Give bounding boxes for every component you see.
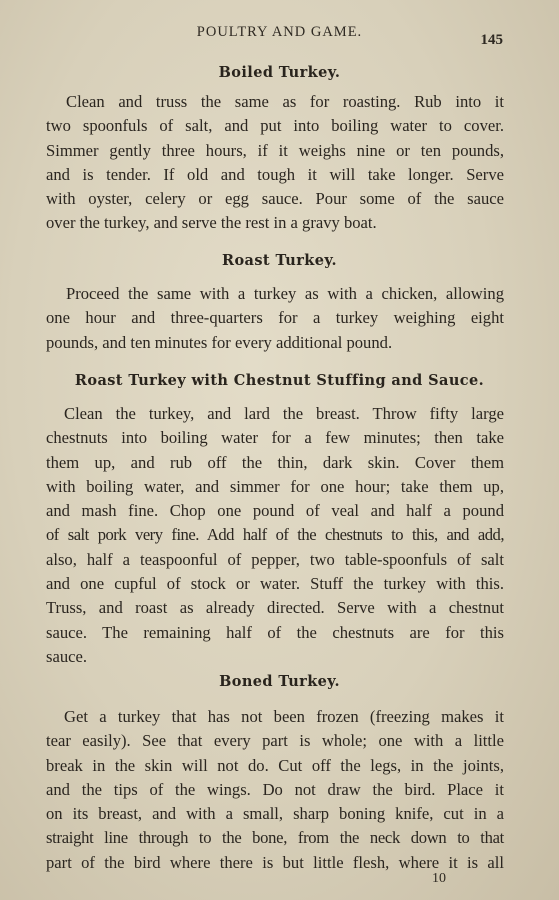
- text-line: also, half a teaspoonful of pepper, two table-spoonfuls of salt: [46, 549, 504, 569]
- text-line: part of the bird where there is but little flesh, where it is all: [46, 852, 504, 872]
- text-line: pounds, and ten minutes for every additional pound.: [46, 332, 393, 352]
- paragraph-boiled-turkey: [46, 90, 504, 236]
- text-line: Simmer gently three hours, if it weighs nine or ten pounds,: [46, 140, 504, 160]
- text-line: and mash fine. Chop one pound of veal and half a pound: [46, 501, 504, 521]
- text-line: tear easily). See that every part is whole; one with a little: [46, 731, 504, 751]
- text-line: Get a turkey that has not been frozen (freezing makes it: [64, 707, 504, 726]
- paragraph-roast-turkey: [46, 282, 504, 355]
- text-line: Clean and truss the same as for roasting. Rub into it: [66, 92, 504, 111]
- text-line: and is tender. If old and tough it will take longer. Serve: [46, 164, 504, 184]
- text-line: two spoonfuls of salt, and put into boiling water to cover.: [46, 116, 504, 136]
- text-line: with oyster, celery or egg sauce. Pour some of the sauce: [46, 189, 504, 209]
- text-line: Truss, and roast as already directed. Serve with a chestnut: [46, 598, 504, 618]
- text-line: sauce. The remaining half of the chestnuts are for this: [46, 622, 504, 642]
- text-line: on its breast, and with a small, sharp boning knife, cut in a: [46, 804, 504, 824]
- text-line: them up, and rub off the thin, dark skin. Cover them: [46, 452, 504, 472]
- signature-mark: 10: [432, 871, 446, 886]
- section-title-boned-turkey: Boned Turkey.: [219, 673, 340, 690]
- paragraph-chestnut-turkey: [46, 402, 504, 669]
- text-line: one hour and three-quarters for a turkey weighing eight: [46, 308, 504, 328]
- section-title-boiled-turkey: Boiled Turkey.: [218, 64, 341, 81]
- page-number: 145: [480, 32, 503, 48]
- paragraph-boned-turkey: [46, 705, 504, 875]
- text-line: break in the skin will not do. Cut off the legs, in the joints,: [46, 755, 504, 775]
- running-head: POULTRY AND GAME.: [196, 24, 363, 40]
- text-line: Clean the turkey, and lard the breast. Throw fifty large: [64, 404, 504, 423]
- text-line: Proceed the same with a turkey as with a chicken, allowing: [66, 284, 504, 303]
- text-line: and the tips of the wings. Do not draw the bird. Place it: [46, 779, 504, 799]
- text-line: sauce.: [46, 646, 87, 666]
- text-line: with boiling water, and simmer for one hour; take them up,: [46, 476, 504, 496]
- text-line: of salt pork very fine. Add half of the chestnuts to this, and add,: [46, 525, 504, 545]
- text-line: and one cupful of stock or water. Stuff the turkey with this.: [46, 574, 504, 594]
- section-title-chestnut-turkey: Roast Turkey with Chestnut Stuffing and Sauce.: [74, 372, 485, 389]
- text-line: chestnuts into boiling water for a few minutes; then take: [46, 428, 504, 448]
- text-line: straight line through to the bone, from the neck down to that: [46, 828, 504, 848]
- section-title-roast-turkey: Roast Turkey.: [222, 252, 337, 269]
- text-line: over the turkey, and serve the rest in a gravy boat.: [46, 213, 377, 233]
